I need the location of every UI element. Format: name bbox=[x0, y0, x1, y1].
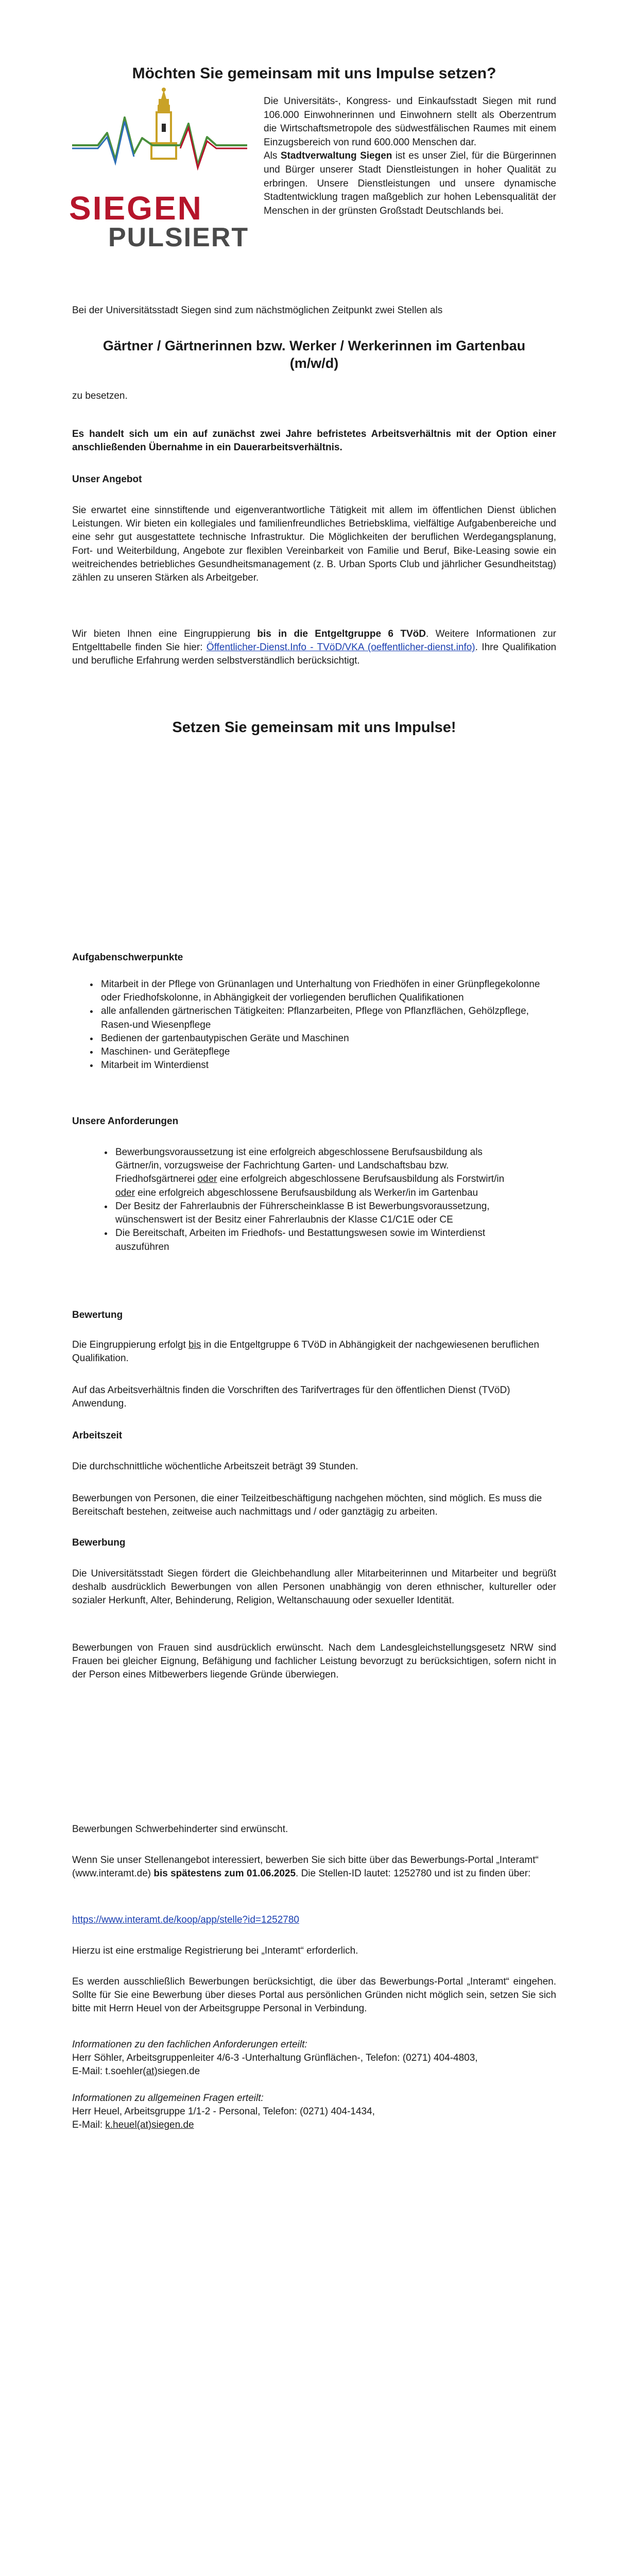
requirements-list-wrapper bbox=[72, 1146, 556, 1254]
intro-paragraph-1: Die Universitäts-, Kongress- und Einkaufsstadt Siegen mit rund 106.000 Einwohnerinnen und Einwohnern stellt als Oberzentrum die Wirtschaftsmetropole des südwestfälischen Raumes mit einem Einzugsbereich von rund 600.000 Menschen dar. bbox=[264, 96, 556, 148]
offer-paragraph-1: Sie erwartet eine sinnstiftende und eigenverantwortliche Tätigkeit mit allem im öffentlichen Dienst üblichen Leistungen. Wir bieten ein kollegiales und familienfreundliches Betriebsklima, vielfältige Aufgabenbereiche und eine sehr gut ausgestattete technische Infrastruktur. Die Möglichkeiten der beruflichen Werdegangsplanung, Fort- und Weiterbildung, Angebote zur flexiblen Vereinbarkeit von Familie und Beruf, Bike-Leasing sowie ein weitreichendes betriebliches Gesundheitsmanagement (z. B. Urban Sports Club und jährlicher Gesundheitstag) zählen zu unseren Stärken als Arbeitgeber. bbox=[72, 505, 556, 584]
contact-2-email: E-Mail: k.heuel(at)siegen.de bbox=[72, 2120, 194, 2130]
call-to-action: Setzen Sie gemeinsam mit uns Impulse! bbox=[172, 719, 456, 736]
to-fill-text: zu besetzen. bbox=[72, 391, 128, 401]
job-title: Gärtner / Gärtnerinnen bzw. Werker / Werkerinnen im Gartenbau (m/w/d) bbox=[102, 338, 526, 371]
email-link[interactable]: k.heuel(at)siegen.de bbox=[105, 2120, 194, 2130]
intro-text bbox=[264, 95, 556, 218]
pay-paragraph-1: Die Eingruppierung erfolgt bis in die Entgeltgruppe 6 TVöD in Abhängigkeit der nachgewiesenen beruflichen Qualifikation. bbox=[72, 1340, 539, 1364]
contract-note: Es handelt sich um ein auf zunächst zwei Jahre befristetes Arbeitsverhältnis mit der Option einer anschließenden Übernahme in ein Dauerarbeitsverhältnis. bbox=[72, 429, 556, 453]
requirements-list bbox=[72, 1146, 556, 1254]
application-paragraph-2: Bewerbungen von Frauen sind ausdrücklich erwünscht. Nach dem Landesgleichstellungsgesetz NRW sind Frauen bei gleicher Eignung, Befähigung und fachlicher Leistung bevorzugt zu berücksichtigen, sofern nicht in der Person eines Mitbewerbers liegende Gründe überwiegen. bbox=[72, 1642, 556, 1681]
contact-1-email: E-Mail: t.soehler(at)siegen.de bbox=[72, 2066, 200, 2077]
lead-text: Bei der Universitätsstadt Siegen sind zum nächstmöglichen Zeitpunkt zwei Stellen als bbox=[72, 305, 443, 316]
pay-heading: Bewertung bbox=[72, 1310, 123, 1320]
contact-2-label: Informationen zu allgemeinen Fragen erteilt: bbox=[72, 2093, 264, 2104]
pay-paragraph-2: Auf das Arbeitsverhältnis finden die Vorschriften des Tarifvertrages für den öffentlichen Dienst (TVöD) Anwendung. bbox=[72, 1385, 510, 1410]
offer-heading: Unser Angebot bbox=[72, 474, 142, 485]
application-paragraph-4: Wenn Sie unser Stellenangebot interessiert, bewerben Sie sich bitte über das Bewerbungs-Portal „Interamt“ (www.interamt.de) bis spätestens zum 01.06.2025. Die Stellen-ID lautet: 1252780 und ist zu finden über: bbox=[72, 1855, 539, 1879]
tasks-list bbox=[72, 978, 556, 1073]
tasks-list-wrapper bbox=[72, 978, 556, 1073]
list-item: • alle anfallenden gärtnerischen Tätigkeiten: Pflanzarbeiten, Pflege von Pflanzflächen, Gehölzpflege, Rasen-und Wiesenpflege bbox=[99, 1005, 556, 1031]
list-item: • Mitarbeit in der Pflege von Grünanlagen und Unterhaltung von Friedhöfen in einer Grünpflegekolonne oder Friedhofskolonne, in Abhängigkeit der vorliegenden beruflichen Qualifikationen bbox=[99, 978, 556, 1005]
application-paragraph-5: Hierzu ist eine erstmalige Registrierung bei „Interamt“ erforderlich. bbox=[72, 1945, 358, 1956]
offer-paragraph-2: Wir bieten Ihnen eine Eingruppierung bis in die Entgeltgruppe 6 TVöD. Weitere Informationen zur Entgelttabelle finden Sie hier: Öffentlicher-Dienst.Info - TVöD/VKA (oeffentlicher-dienst.info). Ihre Qualifikation und berufliche Erfahrung werden selbstverständlich berücksichtigt. bbox=[72, 629, 557, 667]
list-item: • Der Besitz der Fahrerlaubnis der Führerscheinklasse B ist Bewerbungsvoraussetzung, wünschenswert ist der Besitz einer Fahrerlaubnis der Klasse C1/C1E oder CE bbox=[113, 1200, 515, 1227]
tasks-heading: Aufgabenschwerpunkte bbox=[72, 952, 183, 963]
contact-2-line: Herr Heuel, Arbeitsgruppe 1/1-2 - Personal, Telefon: (0271) 404-1434, bbox=[72, 2106, 375, 2117]
requirements-heading: Unsere Anforderungen bbox=[72, 1116, 179, 1127]
logo-line2: PULSIERT bbox=[108, 223, 249, 252]
hours-heading: Arbeitszeit bbox=[72, 1430, 123, 1441]
interamt-link[interactable]: https://www.interamt.de/koop/app/stelle?id=1252780 bbox=[72, 1914, 299, 1925]
application-link-line bbox=[72, 1913, 556, 1927]
church-tower-icon bbox=[151, 88, 176, 159]
list-item: • Mitarbeit im Winterdienst bbox=[99, 1059, 556, 1072]
list-item: • Bewerbungsvoraussetzung ist eine erfolgreich abgeschlossene Berufsausbildung als Gärtner/in, vorzugsweise der Fachrichtung Garten- und Landschaftsbau bzw. Friedhofsgärtnerei oder eine erfolgreich abgeschlossene Berufsausbildung als Forstwirt/in oder eine erfolgreich abgeschlossene Berufsausbildung als Werker/in im Gartenbau bbox=[113, 1146, 515, 1200]
hours-paragraph-2: Bewerbungen von Personen, die einer Teilzeitbeschäftigung nachgehen möchten, sind möglich. Es muss die Bereitschaft bestehen, zeitweise auch nachmittags und / oder ganztägig zu arbeiten. bbox=[72, 1493, 542, 1518]
intro-paragraph-2: Als Stadtverwaltung Siegen ist es unser Ziel, für die Bürgerinnen und Bürger unserer Stadt Dienstleistungen in hoher Qualität zu erbringen. Unsere Dienstleistungen und unsere dynamische Stadtentwicklung tragen maßgeblich zur hohen Lebensqualität der Menschen in der grünsten Großstadt Deutschlands bei. bbox=[264, 150, 556, 216]
application-heading: Bewerbung bbox=[72, 1537, 126, 1548]
application-paragraph-3: Bewerbungen Schwerbehinderter sind erwünscht. bbox=[72, 1824, 288, 1835]
list-item: • Bedienen der gartenbautypischen Geräte und Maschinen bbox=[99, 1032, 556, 1045]
logo-line1: SIEGEN bbox=[69, 190, 203, 227]
contact-1-line: Herr Söhler, Arbeitsgruppenleiter 4/6-3 -Unterhaltung Grünflächen-, Telefon: (0271) 404-4803, bbox=[72, 2053, 478, 2063]
application-paragraph-1: Die Universitätsstadt Siegen fördert die Gleichbehandlung aller Mitarbeiterinnen und Mitarbeiter und begrüßt deshalb ausdrücklich Bewerbungen von allen Personen unabhängig von deren ethnischer, kultureller oder sozialer Herkunft, Alter, Behinderung, Religion, Weltanschauung oder sexueller Identität. bbox=[72, 1568, 556, 1606]
pay-table-link[interactable]: Öffentlicher-Dienst.Info - TVöD/VKA (oeffentlicher-dienst.info) bbox=[206, 642, 475, 653]
siegen-pulsiert-logo bbox=[62, 88, 268, 252]
contact-1-label: Informationen zu den fachlichen Anforderungen erteilt: bbox=[72, 2039, 307, 2050]
hours-paragraph-1: Die durchschnittliche wöchentliche Arbeitszeit beträgt 39 Stunden. bbox=[72, 1461, 358, 1472]
page-title: Möchten Sie gemeinsam mit uns Impulse setzen? bbox=[132, 65, 496, 82]
list-item: • Maschinen- und Gerätepflege bbox=[99, 1045, 556, 1059]
application-paragraph-6: Es werden ausschließlich Bewerbungen berücksichtigt, die über das Bewerbungs-Portal „Interamt“ eingehen. Sollte für Sie eine Bewerbung über dieses Portal aus persönlichen Gründen nicht möglich sein, setzen Sie sich bitte mit Herrn Heuel von der Arbeitsgruppe Personal in Verbindung. bbox=[72, 1976, 556, 2014]
list-item: • Die Bereitschaft, Arbeiten im Friedhofs- und Bestattungswesen sowie im Winterdienst auszuführen bbox=[113, 1227, 515, 1253]
